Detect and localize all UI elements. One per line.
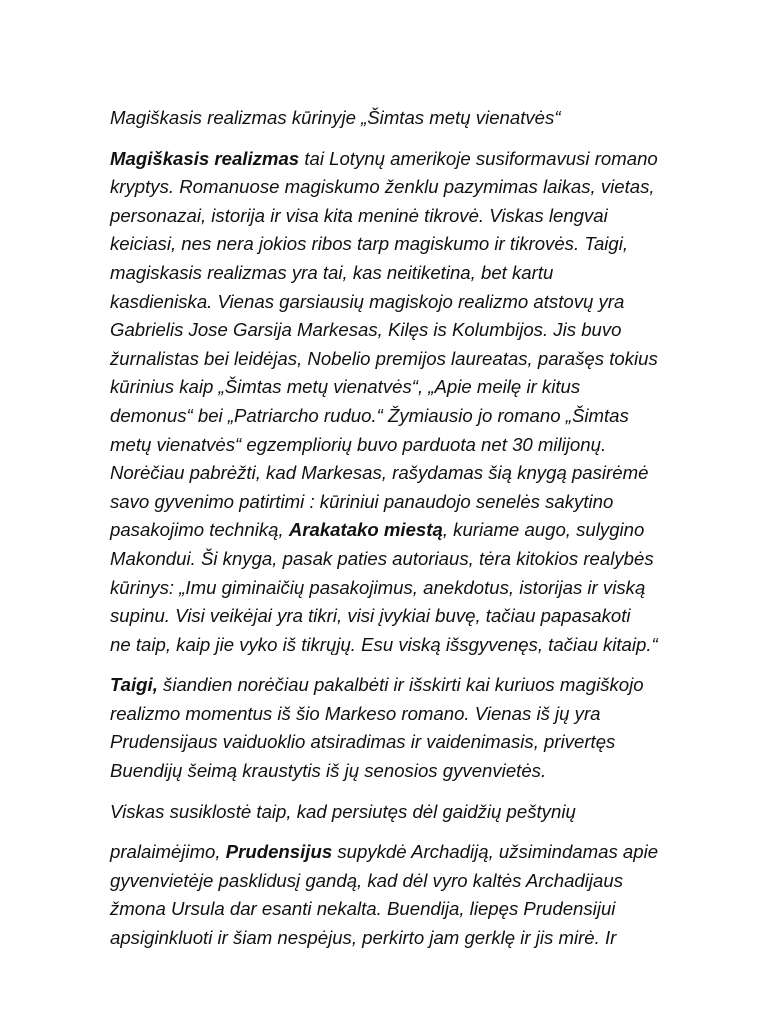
paragraph-2-line: Prudensijaus vaiduoklio atsiradimas ir vaidenimasis, privertęs (110, 731, 616, 753)
paragraph-1 (110, 145, 740, 660)
paragraph-2-line: realizmo momentus iš šio Markeso romano. Vienas iš jų yra (110, 702, 601, 724)
paragraph-1-line: personazai, istorija ir visa kita meninė tikrovė. Viskas lengvai (110, 204, 608, 226)
paragraph-2 (110, 671, 740, 785)
paragraph-1-line: Gabrielis Jose Garsija Markesas, Kilęs is Kolumbijos. Jis buvo (110, 319, 622, 341)
paragraph-1-line: magiskasis realizmas yra tai, kas neitiketina, bet kartu (110, 261, 554, 283)
paragraph-4-line-1-pre: pralaimėjimo, (110, 841, 226, 863)
paragraph-1-line: Makondui. Ši knyga, pasak paties autoriaus, tėra kitokios realybės (110, 547, 654, 569)
paragraph-4-line: gyvenvietėje pasklidusį gandą, kad dėl vyro kaltės Archadijaus (110, 869, 623, 891)
bold-term-prudensijus: Prudensijus (225, 841, 333, 863)
paragraph-2-line (110, 671, 740, 700)
paragraph-1-line: kasdieniska. Vienas garsiausių magiskojo realizmo atstovų yra (110, 290, 625, 312)
paragraph-4-line (110, 838, 740, 867)
paragraph-1-line-1-rest: tai Lotynų amerikoje susiformavusi romano (299, 147, 658, 169)
paragraph-1-line: kryptys. Romanuose magiskumo ženklu pazymimas laikas, vietas, (110, 176, 655, 198)
paragraph-1-line: supinu. Visi veikėjai yra tikri, visi įvykiai buvę, tačiau papasakoti (110, 605, 631, 627)
document-title (110, 104, 740, 133)
paragraph-1-line: ne taip, kaip jie vyko iš tikrųjų. Esu viską išsgyvenęs, tačiau kitaip.“ (110, 633, 658, 655)
bold-term-taigi: Taigi, (110, 674, 158, 696)
bold-term-arakataka: Arakatako miestą (288, 519, 443, 541)
paragraph-1-line: metų vienatvės“ egzempliorių buvo parduota net 30 milijonų. (110, 433, 607, 455)
paragraph-1-line (110, 145, 740, 174)
bold-term-magic-realism: Magiškasis realizmas (110, 147, 300, 169)
paragraph-1-line: žurnalistas bei leidėjas, Nobelio premijos laureatas, parašęs tokius (110, 347, 658, 369)
paragraph-4 (110, 838, 740, 952)
document-body (110, 104, 740, 965)
paragraph-4-line: žmona Ursula dar esanti nekalta. Buendija, liepęs Prudensijui (110, 898, 616, 920)
paragraph-4-line: apsiginkluoti ir šiam nespėjus, perkirto jam gerklę ir jis mirė. Ir (110, 927, 617, 949)
paragraph-1-line: demonus“ bei „Patriarcho ruduo.“ Žymiausio jo romano „Šimtas (110, 404, 629, 426)
paragraph-1-line: savo gyvenimo patirtimi : kūriniui panaudojo senelės sakytino (110, 490, 614, 512)
paragraph-3 (110, 798, 740, 827)
paragraph-1-line: Norėčiau pabrėžti, kad Markesas, rašydamas šią knygą pasirėmė (110, 462, 649, 484)
paragraph-2-line: Buendijų šeimą kraustytis iš jų senosios gyvenvietės. (110, 760, 547, 782)
paragraph-1-line-14-pre: pasakojimo techniką, (110, 519, 289, 541)
paragraph-1-line: kūrinius kaip „Šimtas metų vienatvės“, „Apie meilę ir kitus (110, 376, 581, 398)
paragraph-1-line: kūrinys: „Imu giminaičių pasakojimus, anekdotus, istorijas ir viską (110, 576, 646, 598)
paragraph-1-line (110, 516, 740, 545)
paragraph-1-line: keiciasi, nes nera jokios ribos tarp magiskumo ir tikrovės. Taigi, (110, 233, 629, 255)
paragraph-1-line-14-post: , kuriame augo, sulygino (442, 519, 645, 541)
paragraph-3-line: Viskas susiklostė taip, kad persiutęs dėl gaidžių peštynių (110, 800, 576, 822)
paragraph-4-line-1-post: supykdė Archadiją, užsimindamas apie (332, 841, 659, 863)
paragraph-2-line-1-rest: šiandien norėčiau pakalbėti ir išskirti kai kuriuos magiškojo (157, 674, 644, 696)
title-text: Magiškasis realizmas kūrinyje „Šimtas metų vienatvės“ (110, 107, 561, 128)
